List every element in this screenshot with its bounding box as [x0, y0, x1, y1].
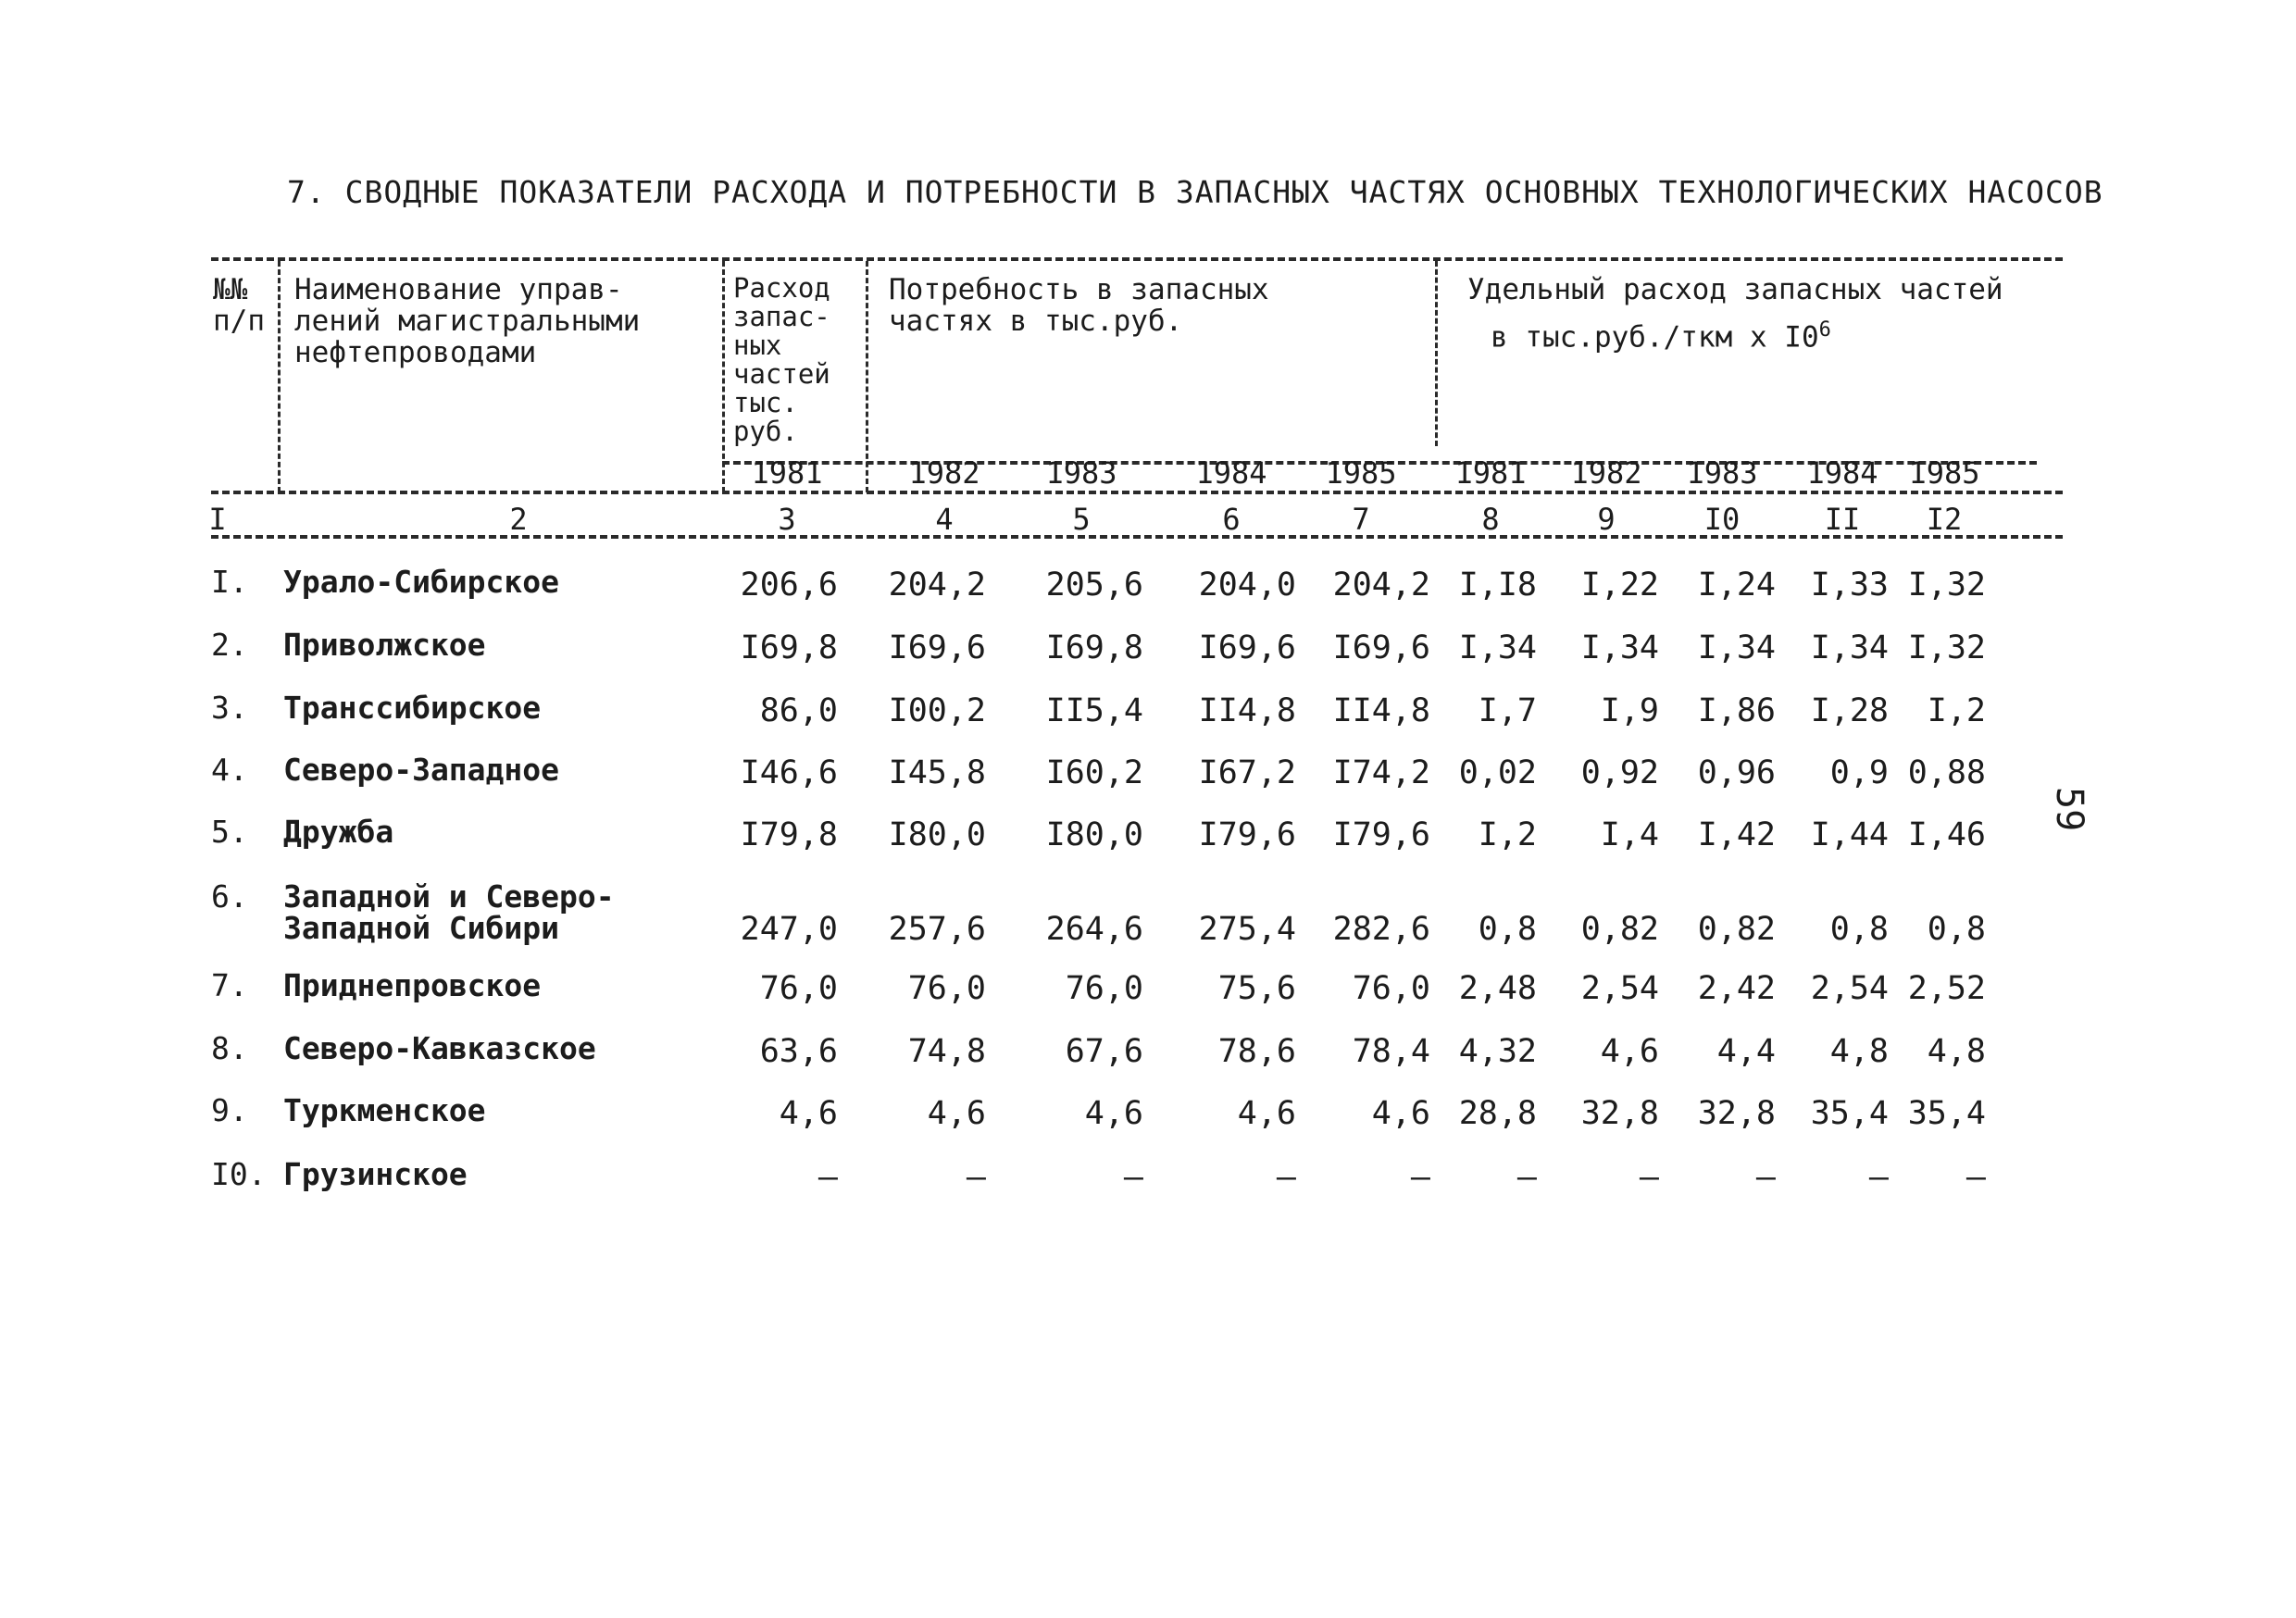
table-cell: 0,88 [1907, 754, 1986, 791]
table-cell: I,34 [1810, 629, 1889, 666]
table-cell: 78,6 [1217, 1033, 1296, 1070]
header-name-column: Наименование управ- лений магистральными нефтепроводами [294, 273, 641, 369]
table-cell: I45,8 [888, 754, 986, 791]
table-cell: 257,6 [888, 911, 986, 948]
table-cell: – [1965, 1159, 1986, 1196]
table-cell: I,2 [1927, 692, 1986, 729]
table-cell: 86,0 [759, 692, 838, 729]
table-cell: I74,2 [1332, 754, 1430, 791]
table-cell: I80,0 [1045, 816, 1143, 853]
row-number: 6. [211, 878, 248, 915]
row-name-line: Приднепровское [283, 967, 542, 1003]
table-cell: I,24 [1697, 566, 1776, 604]
row-number: I. [211, 564, 248, 600]
table-cell: 247,0 [740, 911, 838, 948]
table-cell: I79,8 [740, 816, 838, 853]
table-cell: I60,2 [1045, 754, 1143, 791]
row-name-line: Северо-Кавказское [283, 1030, 596, 1066]
table-cell: 75,6 [1217, 970, 1296, 1007]
column-number: 6 [1222, 502, 1241, 537]
table-cell: 4,6 [1084, 1095, 1143, 1132]
header-top-rule [211, 257, 2063, 261]
header-num-column: №№ п/п [213, 273, 265, 338]
table-cell: I,4 [1600, 816, 1659, 853]
table-cell: I69,8 [740, 629, 838, 666]
row-name-line: Приволжское [283, 627, 486, 663]
year-label: 1984 [1195, 455, 1267, 491]
row-name [211, 878, 615, 946]
row-name [211, 1030, 596, 1066]
table-cell: 63,6 [759, 1033, 838, 1070]
column-number: 5 [1072, 502, 1091, 537]
header-specific-group-unit: в тыс.руб./ткм х $I0^6$ [1491, 318, 1831, 355]
table-cell: I,86 [1697, 692, 1776, 729]
table-cell: 35,4 [1810, 1095, 1889, 1132]
table-cell: I,34 [1580, 629, 1659, 666]
header-separator [278, 261, 281, 492]
header-separator [866, 261, 868, 492]
page-number: 59 [2048, 787, 2090, 832]
table-cell: I69,6 [1198, 629, 1296, 666]
table-cell: 204,0 [1198, 566, 1296, 604]
table-cell: 35,4 [1907, 1095, 1986, 1132]
table-cell: 0,82 [1580, 911, 1659, 948]
column-number: 4 [935, 502, 954, 537]
table-cell: 2,52 [1907, 970, 1986, 1007]
table-cell: I,28 [1810, 692, 1889, 729]
table-cell: 4,8 [1927, 1033, 1986, 1070]
table-cell: 32,8 [1697, 1095, 1776, 1132]
header-separator [1435, 261, 1438, 446]
table-cell: 0,96 [1697, 754, 1776, 791]
row-name [211, 816, 393, 848]
header-expense-column: Расход запас- ных частей тыс. руб. [733, 272, 830, 447]
table-cell: 4,6 [1600, 1033, 1659, 1070]
table-cell: 67,6 [1065, 1033, 1143, 1070]
year-label: 1985 [1325, 455, 1397, 491]
table-cell: – [1123, 1159, 1143, 1196]
column-number: 8 [1481, 502, 1500, 537]
table-cell: 76,0 [1065, 970, 1143, 1007]
row-name [211, 1156, 468, 1192]
table-cell: 76,0 [1352, 970, 1430, 1007]
table-cell: I,32 [1907, 566, 1986, 604]
table-cell: 78,4 [1352, 1033, 1430, 1070]
table-cell: I46,6 [740, 754, 838, 791]
table-cell: I80,0 [888, 816, 986, 853]
row-name-line: Грузинское [283, 1156, 468, 1192]
table-cell: I,I8 [1458, 566, 1537, 604]
row-name [211, 754, 559, 786]
table-cell: 206,6 [740, 566, 838, 604]
header-separator [722, 261, 725, 492]
table-cell: I00,2 [888, 692, 986, 729]
row-number: 8. [211, 1030, 248, 1066]
unit-exponent: 6 [1818, 318, 1831, 342]
year-label: 1982 [908, 455, 980, 491]
table-cell: I,46 [1907, 816, 1986, 853]
table-cell: 28,8 [1458, 1095, 1537, 1132]
year-label: 1983 [1045, 455, 1117, 491]
table-cell: – [1410, 1159, 1430, 1196]
table-cell: 205,6 [1045, 566, 1143, 604]
header-need-group: Потребность в запасных частях в тыс.руб. [889, 273, 1269, 338]
column-number: 9 [1597, 502, 1616, 537]
table-cell: – [1755, 1159, 1776, 1196]
row-name-line: Дружба [283, 814, 394, 850]
table-cell: 4,6 [1371, 1095, 1430, 1132]
page-title: 7. СВОДНЫЕ ПОКАЗАТЕЛИ РАСХОДА И ПОТРЕБНОСТИ В ЗАПАСНЫХ ЧАСТЯХ ОСНОВНЫХ ТЕХНОЛОГИЧЕСКИХ НАСОСОВ [287, 174, 2103, 210]
table-cell: 2,54 [1810, 970, 1889, 1007]
table-cell: 2,48 [1458, 970, 1537, 1007]
table-cell: – [966, 1159, 986, 1196]
table-cell: 264,6 [1045, 911, 1143, 948]
column-number: I2 [1926, 502, 1963, 537]
table-cell: 0,92 [1580, 754, 1659, 791]
table-cell: I,44 [1810, 816, 1889, 853]
row-name-line: Западной и Северо- [283, 878, 615, 915]
column-number: I [208, 502, 227, 537]
row-name [211, 566, 559, 598]
row-name-line: Урало-Сибирское [283, 564, 560, 600]
table-cell: 204,2 [1332, 566, 1430, 604]
table-cell: 4,6 [1237, 1095, 1296, 1132]
table-cell: – [1639, 1159, 1659, 1196]
row-number: 3. [211, 690, 248, 726]
row-number: 5. [211, 814, 248, 850]
table-cell: 4,4 [1716, 1033, 1776, 1070]
row-name [211, 629, 486, 661]
row-name [211, 1092, 486, 1128]
table-cell: 204,2 [888, 566, 986, 604]
table-cell: – [1516, 1159, 1537, 1196]
year-label: 1981 [751, 455, 823, 491]
table-cell: I69,6 [1332, 629, 1430, 666]
row-number: 7. [211, 967, 248, 1003]
column-number: I0 [1703, 502, 1741, 537]
table-cell: I69,8 [1045, 629, 1143, 666]
table-cell: I,34 [1458, 629, 1537, 666]
table-cell: I,2 [1478, 816, 1537, 853]
header-specific-group: Удельный расход запасных частей [1467, 273, 2003, 306]
table-cell: I,34 [1697, 629, 1776, 666]
table-cell: I69,6 [888, 629, 986, 666]
table-cell: I,33 [1810, 566, 1889, 604]
table-cell: 76,0 [759, 970, 838, 1007]
header-bottom-rule [211, 491, 2063, 494]
table-cell: I79,6 [1332, 816, 1430, 853]
row-name-line: Северо-Западное [283, 752, 560, 788]
table-cell: I,22 [1580, 566, 1659, 604]
column-number: 7 [1352, 502, 1370, 537]
column-number: II [1824, 502, 1861, 537]
row-number: 2. [211, 627, 248, 663]
table-cell: 2,54 [1580, 970, 1659, 1007]
table-cell: I,7 [1478, 692, 1537, 729]
table-cell: 0,8 [1927, 911, 1986, 948]
table-cell: – [1276, 1159, 1296, 1196]
table-cell: I,9 [1600, 692, 1659, 729]
row-name [211, 967, 542, 1003]
year-label: 1983 [1686, 455, 1758, 491]
table-cell: 0,9 [1829, 754, 1889, 791]
column-number: 2 [509, 502, 528, 537]
table-cell: 0,02 [1458, 754, 1537, 791]
table-cell: 2,42 [1697, 970, 1776, 1007]
row-number: 4. [211, 752, 248, 788]
table-cell: II4,8 [1198, 692, 1296, 729]
row-name-line: Туркменское [283, 1092, 486, 1128]
row-number: 9. [211, 1092, 248, 1128]
table-cell: I,32 [1907, 629, 1986, 666]
table-cell: 4,6 [927, 1095, 986, 1132]
year-label: 1981 [1454, 455, 1527, 491]
row-name [211, 692, 541, 724]
row-number: I0. [211, 1156, 267, 1192]
table-cell: I,42 [1697, 816, 1776, 853]
table-cell: I79,6 [1198, 816, 1296, 853]
table-cell: II5,4 [1045, 692, 1143, 729]
row-name-line: Западной Сибири [283, 910, 560, 946]
row-name-line: Транссибирское [283, 690, 542, 726]
table-cell: 4,32 [1458, 1033, 1537, 1070]
table-cell: 4,8 [1829, 1033, 1889, 1070]
table-cell: 74,8 [907, 1033, 986, 1070]
table-cell: – [1868, 1159, 1889, 1196]
table-cell: 4,6 [779, 1095, 838, 1132]
table-cell: II4,8 [1332, 692, 1430, 729]
table-cell: 76,0 [907, 970, 986, 1007]
table-cell: 0,82 [1697, 911, 1776, 948]
table-cell: 32,8 [1580, 1095, 1659, 1132]
year-label: 1985 [1908, 455, 1980, 491]
table-cell: 0,8 [1478, 911, 1537, 948]
table-cell: – [817, 1159, 838, 1196]
table-cell: 282,6 [1332, 911, 1430, 948]
table-cell: 0,8 [1829, 911, 1889, 948]
table-cell: 275,4 [1198, 911, 1296, 948]
year-label: 1984 [1806, 455, 1878, 491]
year-label: 1982 [1570, 455, 1642, 491]
table-cell: I67,2 [1198, 754, 1296, 791]
column-number: 3 [778, 502, 796, 537]
